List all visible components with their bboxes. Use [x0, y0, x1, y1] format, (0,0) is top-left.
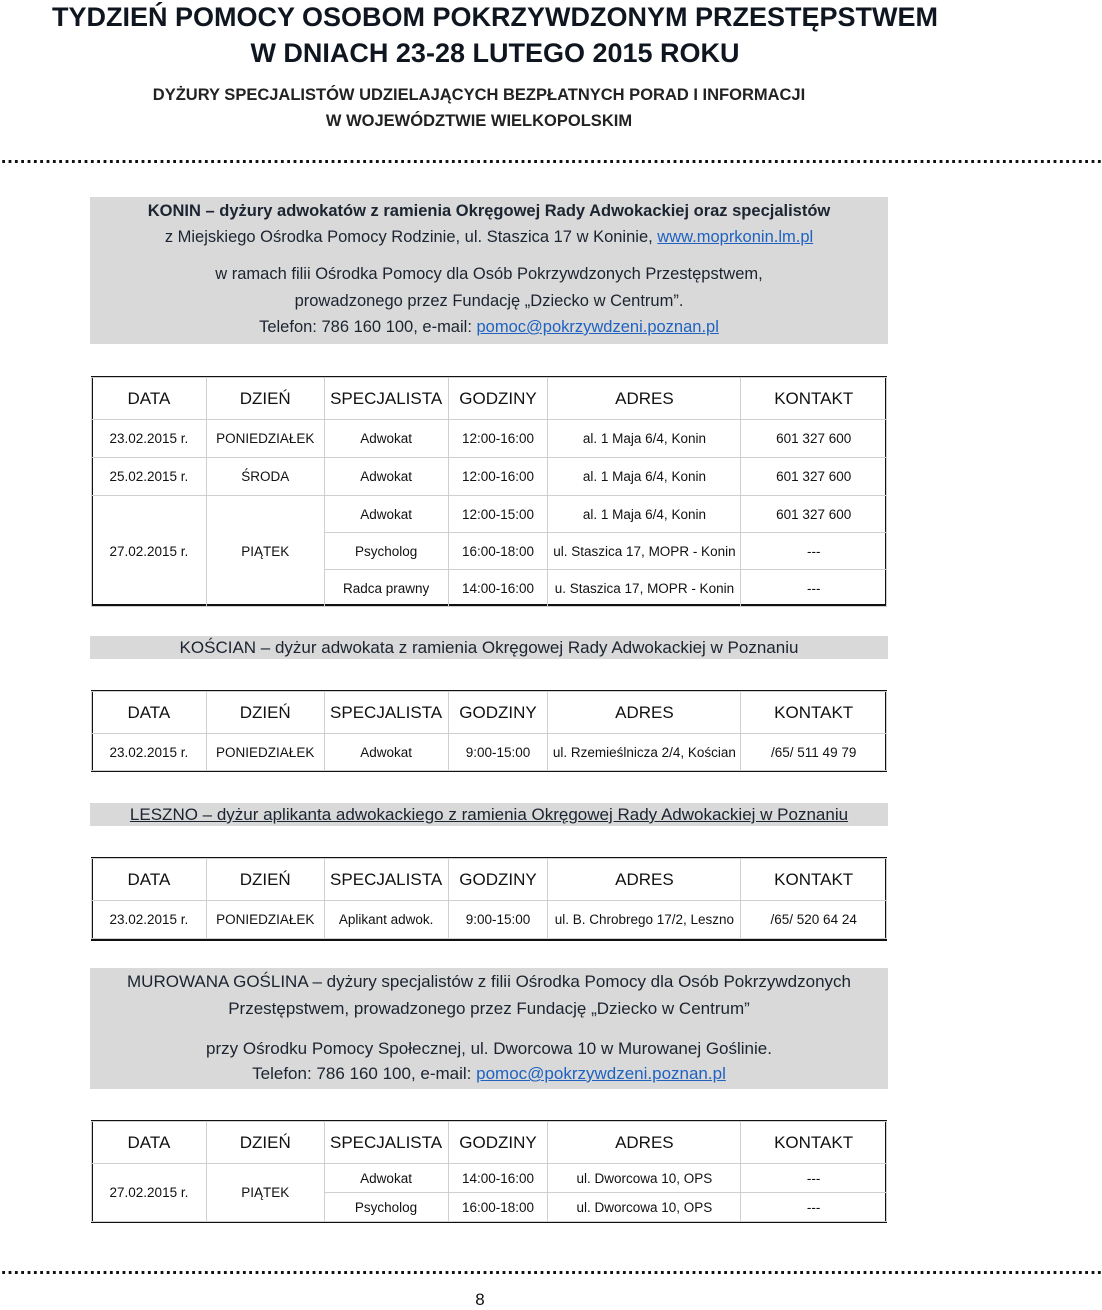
- col-header-day: DZIEŃ: [206, 859, 324, 901]
- cell-address: ul. B. Chrobrego 17/2, Leszno: [548, 901, 741, 939]
- cell-contact: /65/ 511 49 79: [741, 734, 887, 771]
- cell-day: PIĄTEK: [206, 496, 324, 607]
- cell-hours: 16:00-18:00: [448, 1193, 548, 1222]
- cell-address: ul. Dworcowa 10, OPS: [548, 1193, 741, 1222]
- cell-day: PONIEDZIAŁEK: [206, 901, 324, 939]
- table-row: [92, 734, 887, 771]
- konin-line4: prowadzonego przez Fundację „Dziecko w Centrum”.: [294, 292, 684, 310]
- cell-contact: 601 327 600: [741, 496, 887, 533]
- table-row: [92, 420, 887, 458]
- cell-specialist: Adwokat: [324, 496, 448, 533]
- cell-address: u. Staszica 17, MOPR - Konin: [548, 570, 741, 607]
- konin-line5: Telefon: 786 160 100, e-mail: pomoc@pokrzywdzeni.poznan.pl: [259, 318, 719, 336]
- cell-hours: 16:00-18:00: [448, 533, 548, 570]
- dotted-separator-bottom: …………………………………………………………………………………………………………………………………………………………: [0, 1257, 1102, 1279]
- cell-contact: ---: [741, 1193, 887, 1222]
- col-header-hours: GODZINY: [448, 378, 548, 420]
- table-header-row: [92, 378, 887, 420]
- cell-address: al. 1 Maja 6/4, Konin: [548, 420, 741, 458]
- konin-line3: w ramach filii Ośrodka Pomocy dla Osób Pokrzywdzonych Przestępstwem,: [215, 265, 763, 283]
- konin-info-box: [90, 197, 888, 344]
- col-header-hours: GODZINY: [448, 692, 548, 734]
- cell-address: al. 1 Maja 6/4, Konin: [548, 458, 741, 496]
- cell-address: ul. Rzemieślnicza 2/4, Kościan: [548, 734, 741, 771]
- murowana-line4: Telefon: 786 160 100, e-mail: pomoc@pokrzywdzeni.poznan.pl: [252, 1064, 726, 1083]
- cell-specialist: Psycholog: [324, 1193, 448, 1222]
- koscian-heading: KOŚCIAN – dyżur adwokata z ramienia Okręgowej Rady Adwokackiej w Poznaniu: [90, 636, 888, 659]
- cell-date: 23.02.2015 r.: [92, 901, 207, 939]
- col-header-date: DATA: [92, 1122, 207, 1164]
- cell-day: ŚRODA: [206, 458, 324, 496]
- table-row: [92, 458, 887, 496]
- col-header-specialist: SPECJALISTA: [324, 859, 448, 901]
- cell-contact: 601 327 600: [741, 420, 887, 458]
- cell-contact: 601 327 600: [741, 458, 887, 496]
- cell-hours: 9:00-15:00: [448, 901, 548, 939]
- murowana-line2: Przestępstwem, prowadzonego przez Fundację „Dziecko w Centrum”: [228, 999, 750, 1018]
- konin-heading: KONIN – dyżury adwokatów z ramienia Okręgowej Rady Adwokackiej oraz specjalistów: [147, 202, 831, 220]
- konin-website-link[interactable]: www.moprkonin.lm.pl: [657, 228, 814, 246]
- col-header-contact: KONTAKT: [741, 859, 887, 901]
- cell-specialist: Aplikant adwok.: [324, 901, 448, 939]
- col-header-address: ADRES: [548, 692, 741, 734]
- konin-email-link[interactable]: pomoc@pokrzywdzeni.poznan.pl: [476, 318, 719, 336]
- col-header-hours: GODZINY: [448, 859, 548, 901]
- table-row: [92, 1164, 887, 1193]
- page-title-line2: W DNIACH 23-28 LUTEGO 2015 ROKU: [250, 38, 740, 68]
- cell-specialist: Adwokat: [324, 458, 448, 496]
- col-header-day: DZIEŃ: [206, 378, 324, 420]
- leszno-schedule-table: [91, 858, 887, 939]
- murowana-line3: przy Ośrodku Pomocy Społecznej, ul. Dworcowa 10 w Murowanej Goślinie.: [206, 1039, 772, 1058]
- cell-hours: 12:00-15:00: [448, 496, 548, 533]
- cell-hours: 14:00-16:00: [448, 1164, 548, 1193]
- cell-address: ul. Dworcowa 10, OPS: [548, 1164, 741, 1193]
- col-header-specialist: SPECJALISTA: [324, 1122, 448, 1164]
- subtitle-line1: DYŻURY SPECJALISTÓW UDZIELAJĄCYCH BEZPŁATNYCH PORAD I INFORMACJI: [152, 86, 806, 104]
- dotted-separator-top: …………………………………………………………………………………………………………………………………………………………: [0, 146, 1102, 168]
- page-title-line1: TYDZIEŃ POMOCY OSOBOM POKRZYWDZONYM PRZESTĘPSTWEM: [51, 2, 939, 32]
- cell-date: 23.02.2015 r.: [92, 734, 207, 771]
- cell-specialist: Adwokat: [324, 734, 448, 771]
- cell-hours: 12:00-16:00: [448, 458, 548, 496]
- col-header-date: DATA: [92, 859, 207, 901]
- cell-specialist: Radca prawny: [324, 570, 448, 607]
- table-header-row: [92, 1122, 887, 1164]
- cell-date: 23.02.2015 r.: [92, 420, 207, 458]
- page-number: 8: [475, 1290, 485, 1309]
- murowana-email-link[interactable]: pomoc@pokrzywdzeni.poznan.pl: [476, 1064, 726, 1083]
- cell-date: 27.02.2015 r.: [92, 1164, 207, 1222]
- cell-day: PIĄTEK: [206, 1164, 324, 1222]
- cell-contact: ---: [741, 1164, 887, 1193]
- col-header-contact: KONTAKT: [741, 692, 887, 734]
- murowana-heading: MUROWANA GOŚLINA – dyżury specjalistów z filii Ośrodka Pomocy dla Osób Pokrzywdzonych: [127, 972, 851, 991]
- subtitle-line2: W WOJEWÓDZTWIE WIELKOPOLSKIM: [325, 112, 633, 130]
- col-header-day: DZIEŃ: [206, 1122, 324, 1164]
- col-header-hours: GODZINY: [448, 1122, 548, 1164]
- cell-contact: /65/ 520 64 24: [741, 901, 887, 939]
- cell-address: al. 1 Maja 6/4, Konin: [548, 496, 741, 533]
- col-header-date: DATA: [92, 692, 207, 734]
- col-header-address: ADRES: [548, 859, 741, 901]
- cell-date: 25.02.2015 r.: [92, 458, 207, 496]
- cell-contact: ---: [741, 533, 887, 570]
- konin-schedule-table: [91, 377, 887, 607]
- murowana-info-box: [90, 968, 888, 1089]
- table-header-row: [92, 692, 887, 734]
- table-row: [92, 496, 887, 533]
- cell-hours: 14:00-16:00: [448, 570, 548, 607]
- col-header-date: DATA: [92, 378, 207, 420]
- cell-specialist: Adwokat: [324, 1164, 448, 1193]
- col-header-specialist: SPECJALISTA: [324, 692, 448, 734]
- cell-specialist: Adwokat: [324, 420, 448, 458]
- cell-specialist: Psycholog: [324, 533, 448, 570]
- murowana-schedule-table: [91, 1121, 887, 1222]
- table-header-row: [92, 859, 887, 901]
- col-header-specialist: SPECJALISTA: [324, 378, 448, 420]
- leszno-heading: LESZNO – dyżur aplikanta adwokackiego z ramienia Okręgowej Rady Adwokackiej w Poznaniu: [90, 803, 888, 826]
- cell-day: PONIEDZIAŁEK: [206, 734, 324, 771]
- cell-address: ul. Staszica 17, MOPR - Konin: [548, 533, 741, 570]
- col-header-contact: KONTAKT: [741, 378, 887, 420]
- col-header-day: DZIEŃ: [206, 692, 324, 734]
- koscian-schedule-table: [91, 691, 887, 771]
- col-header-contact: KONTAKT: [741, 1122, 887, 1164]
- col-header-address: ADRES: [548, 378, 741, 420]
- konin-line2: z Miejskiego Ośrodka Pomocy Rodzinie, ul. Staszica 17 w Koninie, www.moprkonin.lm.pl: [164, 228, 814, 246]
- cell-contact: ---: [741, 570, 887, 607]
- col-header-address: ADRES: [548, 1122, 741, 1164]
- cell-date: 27.02.2015 r.: [92, 496, 207, 607]
- cell-day: PONIEDZIAŁEK: [206, 420, 324, 458]
- table-row: [92, 901, 887, 939]
- cell-hours: 9:00-15:00: [448, 734, 548, 771]
- cell-hours: 12:00-16:00: [448, 420, 548, 458]
